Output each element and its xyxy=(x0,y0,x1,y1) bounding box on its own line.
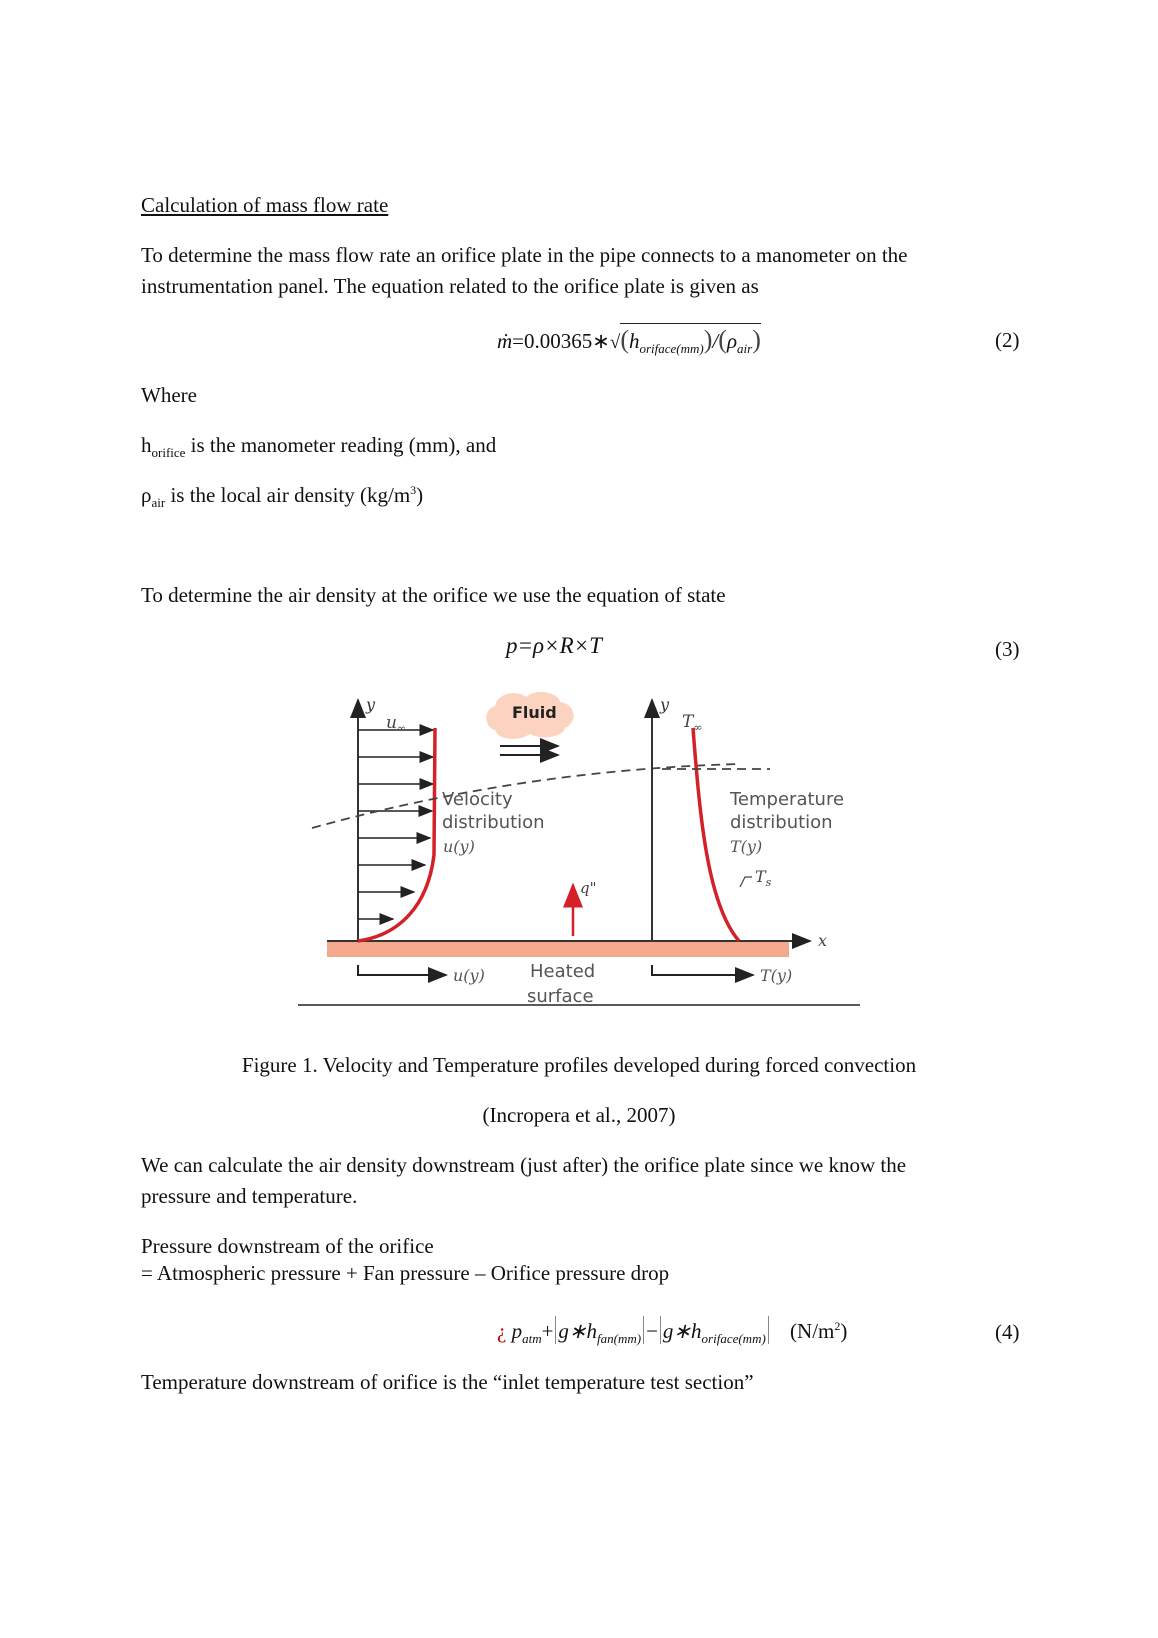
ty-bottom-label: T(y) xyxy=(760,966,793,985)
velocity-label-1: Velocity xyxy=(442,789,513,810)
velocity-profile xyxy=(358,728,435,941)
heated-surface xyxy=(327,941,789,957)
paragraph-line: Temperature downstream of orifice is the “inlet temperature test section” xyxy=(141,1370,754,1394)
uy-bottom-label: u(y) xyxy=(453,966,485,985)
eq2-constant: =0.00365 xyxy=(512,329,593,353)
paragraph-line: Pressure downstream of the orifice xyxy=(141,1234,434,1258)
fluid-arrows xyxy=(500,746,558,755)
where-label: Where xyxy=(141,383,197,407)
u-inf-label: $u_\infty$ xyxy=(386,713,407,735)
temperature-profile xyxy=(693,728,739,941)
paragraph-line: pressure and temperature. xyxy=(141,1184,358,1208)
y-right-label: y xyxy=(660,695,670,714)
equation-2: $ṁ=0.00365∗√(h_{oriface(mm)})/(\rho_{air})$ xyxy=(497,325,761,356)
paragraph-line: We can calculate the air density downstream (just after) the orifice plate since we know the xyxy=(141,1153,907,1177)
velocity-label-3: u(y) xyxy=(443,837,475,856)
figure-citation: (Incropera et al., 2007) xyxy=(482,1103,676,1127)
velocity-label-2: distribution xyxy=(442,812,545,833)
convection-figure xyxy=(290,690,870,1020)
fluid-label: Fluid xyxy=(512,703,557,722)
surface-label: surface xyxy=(527,986,594,1007)
definition-rho: $\rho_{air}$ is the local air density $(kg/m^3)$ xyxy=(141,483,424,510)
temp-label-2: distribution xyxy=(730,812,833,833)
x-label: x xyxy=(818,931,828,950)
temp-label-1: Temperature xyxy=(730,789,845,810)
q-label: q" xyxy=(580,879,597,897)
equation-number-3: (3) xyxy=(995,637,1020,661)
equation-3: p=ρ×R×T xyxy=(506,633,602,658)
paragraph-line: To determine the air density at the orifice we use the equation of state xyxy=(141,583,726,607)
equation-4: ¿ $p_{atm}+$ $g∗h_{fan(mm)}$ − $g∗h_{oriface(mm)}$ $(N/m^2)$ xyxy=(497,1316,847,1347)
eq2-rho: ρ xyxy=(726,329,738,353)
eq2-rho-sub: air xyxy=(737,341,753,356)
eq2-h: h xyxy=(628,329,640,353)
eq2-slash: / xyxy=(712,329,719,353)
eq2-h-sub: oriface(mm) xyxy=(639,341,704,356)
temp-label-3: T(y) xyxy=(730,837,763,856)
eq4-unit: $(N/m^2)$ xyxy=(790,1319,848,1343)
paragraph-line: instrumentation panel. The equation related to the orifice plate is given as xyxy=(141,274,759,298)
equation-number-4: (4) xyxy=(995,1320,1020,1344)
eq2-star: ∗ xyxy=(592,329,610,353)
eq4-error-glyph: ¿ xyxy=(497,1319,507,1343)
paragraph-line: To determine the mass flow rate an orifice plate in the pipe connects to a manometer on the xyxy=(141,243,908,267)
ts-label: $T_s$ xyxy=(755,867,772,889)
y-left-label: y xyxy=(366,695,376,714)
heated-label: Heated xyxy=(530,961,596,982)
eq2-mdot: ṁ xyxy=(497,329,513,353)
section-heading: Calculation of mass flow rate xyxy=(141,193,389,217)
figure-caption: Figure 1. Velocity and Temperature profiles developed during forced convection xyxy=(241,1053,917,1077)
t-inf-label: $T_\infty$ xyxy=(682,712,703,734)
velocity-arrows xyxy=(358,730,433,919)
equation-number-2: (2) xyxy=(995,328,1020,352)
paragraph-line: = Atmospheric pressure + Fan pressure – Orifice pressure drop xyxy=(141,1261,670,1285)
definition-h: $h_{orifice}$ is the manometer reading (mm), and xyxy=(141,433,497,460)
